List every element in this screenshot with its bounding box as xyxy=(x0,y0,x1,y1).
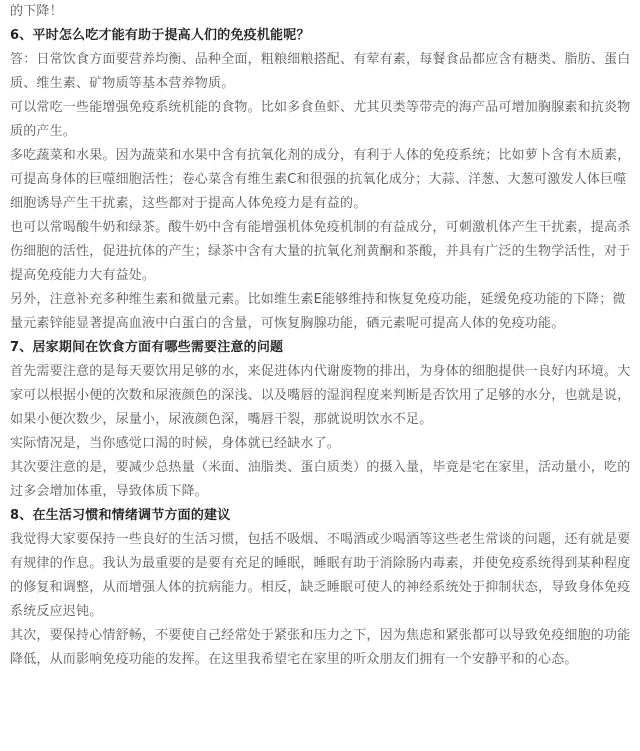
paragraph-vegetables-fruit: 多吃蔬菜和水果。因为蔬菜和水果中含有抗氧化剂的成分，有利于人体的免疫系统；比如萝卜含有木质素，可提高身体的巨噬细胞活性；卷心菜含有维生素C和很强的抗氧化成分；大蒜、洋葱、大葱可激发人体巨噬细胞诱导产生干扰素，这些都对于提高人体免疫力是有益的。 xyxy=(10,148,631,211)
paragraph-mood: 其次，要保持心情舒畅，不要使自己经常处于紧张和压力之下，因为焦虑和紧张都可以导致免疫细胞的功能降低，从而影响免疫功能的发挥。在这里我希望宅在家里的听众朋友们拥有一个安静平和的心态。 xyxy=(10,628,631,667)
paragraph-reduce-calories: 其次要注意的是，要减少总热量（米面、油脂类、蛋白质类）的摄入量，毕竟是宅在家里，活动量小，吃的过多会增加体重，导致体质下降。 xyxy=(10,460,631,499)
section-heading-7: 7、居家期间在饮食方面有哪些需要注意的问题 xyxy=(10,340,284,355)
paragraph-answer-balanced-diet: 答：日常饮食方面要营养均衡、品种全面，粗粮细粮搭配、有荤有素，每餐食品都应含有糖类、脂肪、蛋白质、维生素、矿物质等基本营养物质。 xyxy=(10,52,631,91)
paragraph-intro-tail: 的下降！ xyxy=(10,4,63,19)
paragraph-thirst: 实际情况是，当你感觉口渴的时候，身体就已经缺水了。 xyxy=(10,436,341,451)
paragraph-yogurt-tea: 也可以常喝酸牛奶和绿茶。酸牛奶中含有能增强机体免疫机制的有益成分，可刺激机体产生干扰素，提高杀伤细胞的活性，促进抗体的产生；绿茶中含有大量的抗氧化剂黄酮和茶酸，并具有广泛的生物学活性，对于提高免疫能力大有益处。 xyxy=(10,220,631,283)
paragraph-drink-water: 首先需要注意的是每天要饮用足够的水，来促进体内代谢废物的排出，为身体的细胞提供一良好内环境。大家可以根据小便的次数和尿液颜色的深浅、以及嘴唇的湿润程度来判断是否饮用了足够的水分，也就是说，如果小便次数少，尿量小，尿液颜色深，嘴唇干裂，那就说明饮水不足。 xyxy=(10,364,631,427)
section-heading-8: 8、在生活习惯和情绪调节方面的建议 xyxy=(10,508,231,523)
section-heading-6: 6、平时怎么吃才能有助于提高人们的免疫机能呢？ xyxy=(10,28,310,43)
paragraph-seafood: 可以常吃一些能增强免疫系统机能的食物。比如多食鱼虾、尤其贝类等带壳的海产品可增加胸腺素和抗炎物质的产生。 xyxy=(10,100,631,139)
paragraph-vitamins-minerals: 另外，注意补充多种维生素和微量元素。比如维生素E能够维持和恢复免疫功能，延缓免疫功能的下降；微量元素锌能显著提高血液中白蛋白的含量，可恢复胸腺功能，硒元素呢可提高人体的免疫功能。 xyxy=(10,292,626,331)
paragraph-habits-sleep: 我觉得大家要保持一些良好的生活习惯，包括不吸烟、不喝酒或少喝酒等这些老生常谈的问题，还有就是要有规律的作息。我认为最重要的是要有充足的睡眠，睡眠有助于消除肠内毒素，并使免疫系统得到某种程度的修复和调整，从而增强人体的抗病能力。相反，缺乏睡眠可使人的神经系统处于抑制状态，导致身体免疫系统反应迟钝。 xyxy=(10,532,631,619)
